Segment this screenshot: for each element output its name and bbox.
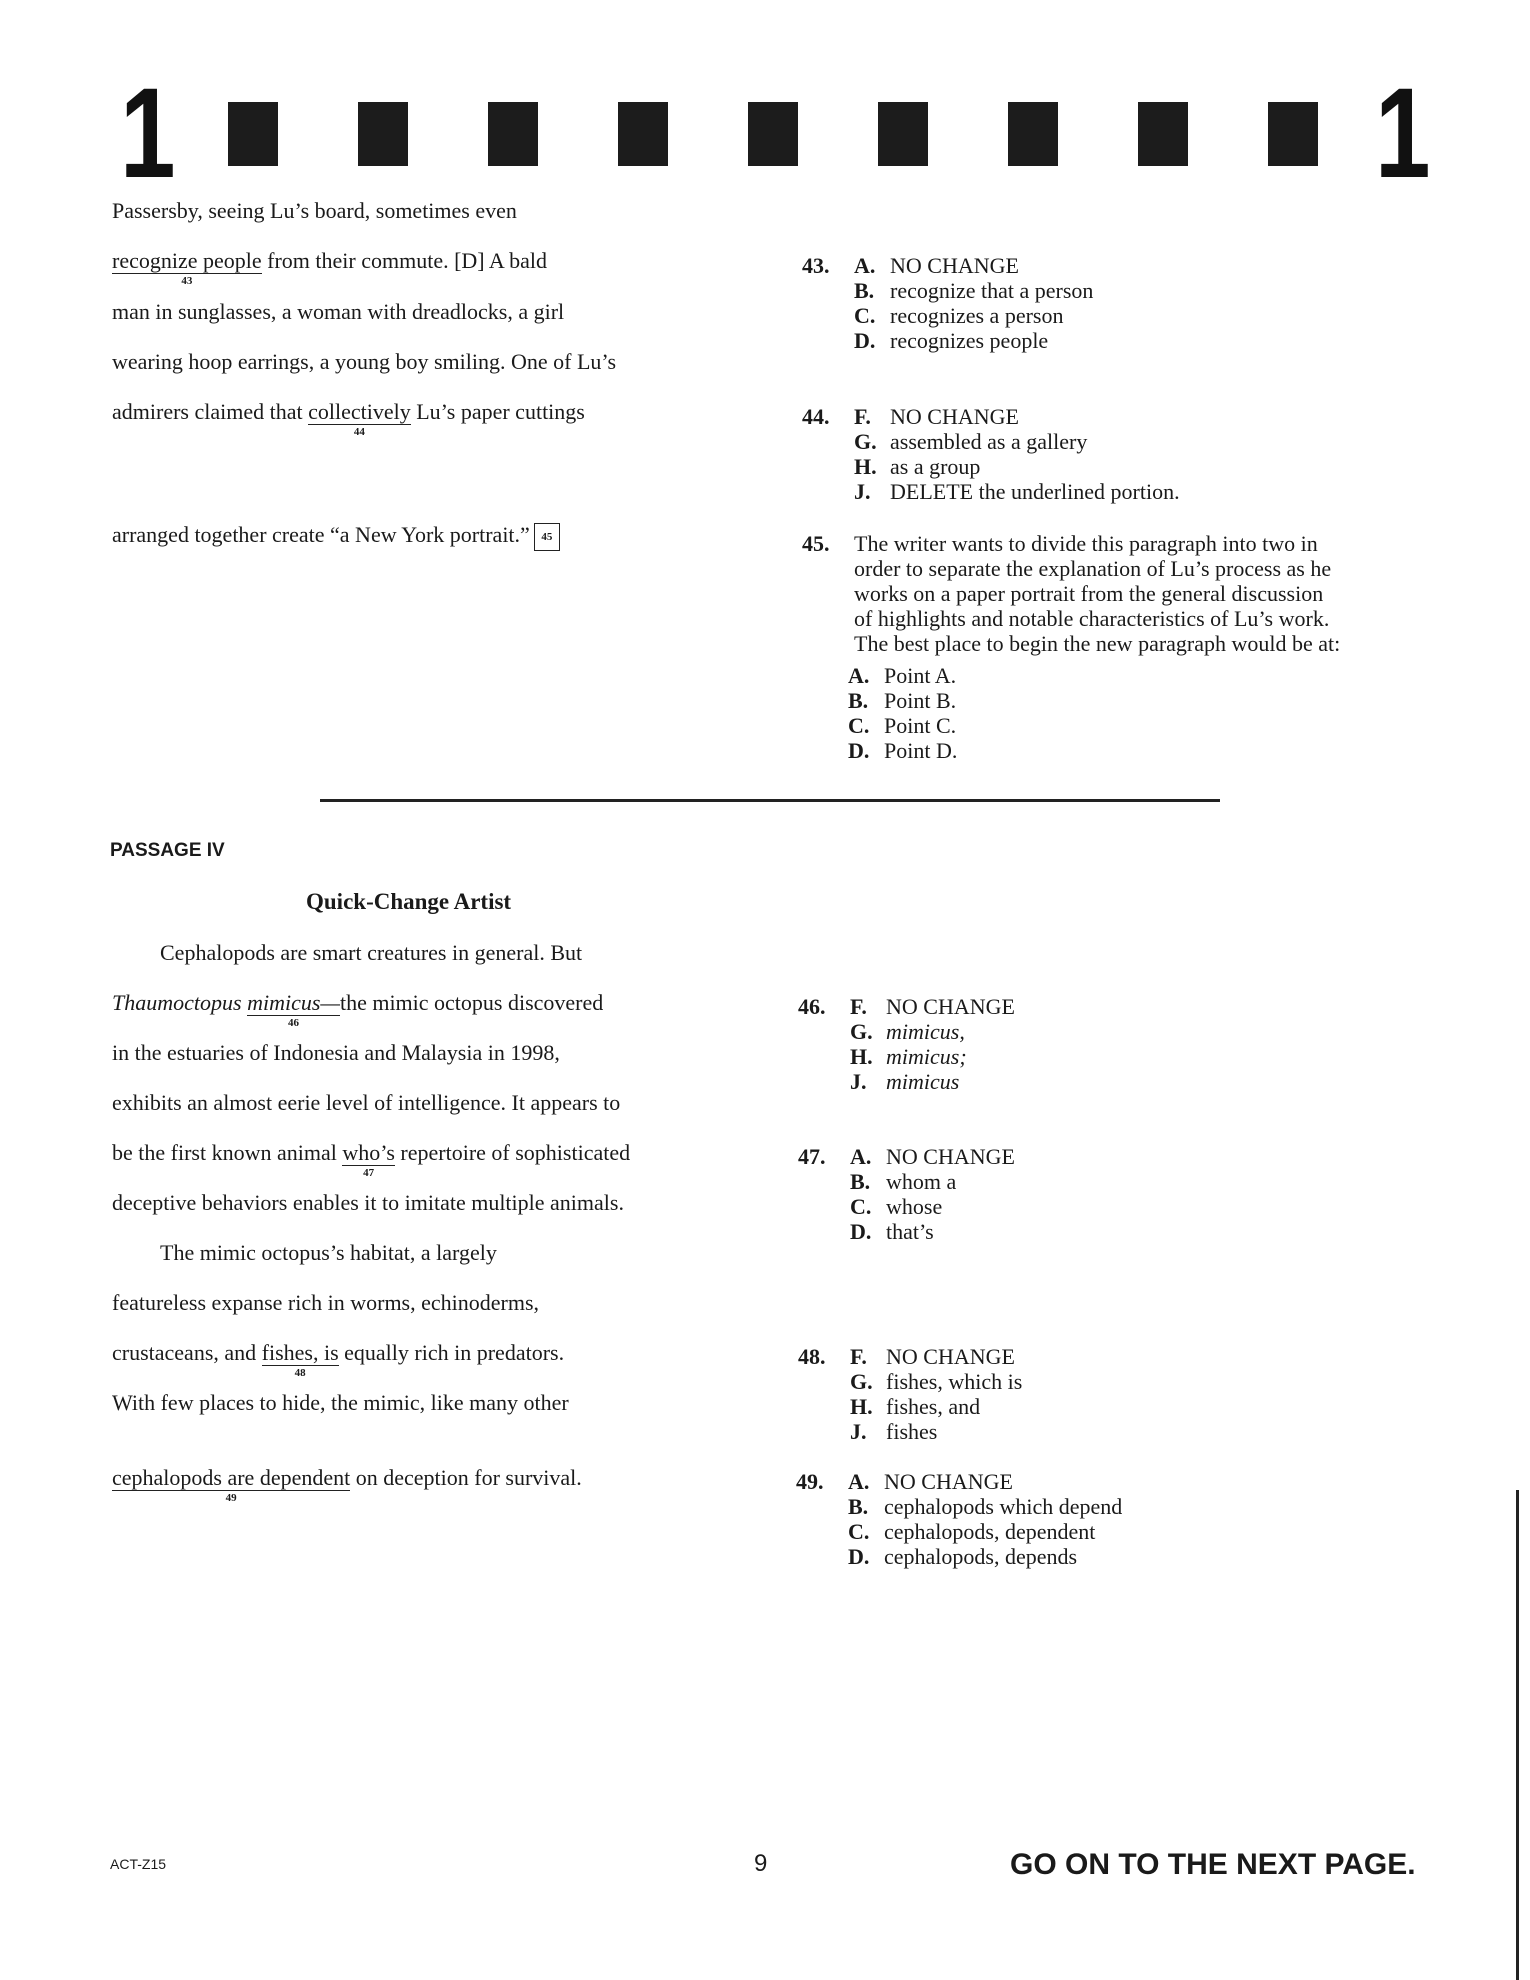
answer-option[interactable]: H. mimicus; bbox=[850, 1044, 967, 1069]
underlined-portion-43[interactable]: recognize people 43 bbox=[112, 248, 262, 287]
question-marker-48: 48 bbox=[294, 1367, 306, 1379]
passage-line: The mimic octopus’s habitat, a largely bbox=[160, 1240, 497, 1265]
answer-option[interactable]: J. mimicus bbox=[850, 1069, 960, 1094]
question-45 bbox=[802, 531, 1462, 771]
answer-option[interactable]: A. NO CHANGE bbox=[850, 1144, 1015, 1169]
answer-option[interactable]: J. fishes bbox=[850, 1419, 938, 1444]
question-number: 46. bbox=[798, 994, 826, 1019]
test-code: ACT-Z15 bbox=[110, 1856, 167, 1872]
question-stem: The writer wants to divide this paragraph into two in order to separate the explanation of Lu’s process as he works on a paper portrait from the general discussion of highlights and notable characteristics of Lu’s work. The best place to begin the new paragraph would be at: bbox=[854, 531, 1341, 656]
passage-line: exhibits an almost eerie level of intelligence. It appears to bbox=[112, 1090, 621, 1115]
answer-option[interactable]: B. whom a bbox=[850, 1169, 957, 1194]
passage-line: Passersby, seeing Lu’s board, sometimes even bbox=[112, 198, 517, 223]
passage-line: wearing hoop earrings, a young boy smiling. One of Lu’s bbox=[112, 349, 617, 374]
section-number-right: 1 bbox=[1375, 62, 1428, 205]
scan-edge-line bbox=[1516, 1490, 1519, 1980]
question-marker-43: 43 bbox=[181, 275, 193, 287]
passage-line: admirers claimed that collectively 44 Lu’s paper cuttings bbox=[112, 399, 585, 438]
answer-option[interactable]: F. NO CHANGE bbox=[850, 1344, 1015, 1369]
question-number: 48. bbox=[798, 1344, 826, 1369]
answer-option[interactable]: H. fishes, and bbox=[850, 1394, 981, 1419]
section-square bbox=[1138, 102, 1188, 166]
passage-line: man in sunglasses, a woman with dreadlocks, a girl bbox=[112, 299, 565, 324]
underlined-portion-49[interactable]: cephalopods are dependent 49 bbox=[112, 1465, 351, 1504]
question-number: 49. bbox=[796, 1469, 824, 1494]
question-48 bbox=[798, 1344, 1438, 1444]
question-number: 45. bbox=[802, 531, 830, 556]
section-square bbox=[618, 102, 668, 166]
question-marker-47: 47 bbox=[363, 1167, 375, 1179]
answer-option[interactable]: D. recognizes people bbox=[854, 328, 1049, 353]
answer-option[interactable]: C. whose bbox=[850, 1194, 943, 1219]
question-number: 43. bbox=[802, 253, 830, 278]
question-43 bbox=[802, 253, 1442, 353]
answer-option[interactable]: G. fishes, which is bbox=[850, 1369, 1023, 1394]
section-divider bbox=[320, 799, 1220, 802]
question-marker-46: 46 bbox=[288, 1017, 299, 1029]
answer-option[interactable]: A. Point A. bbox=[848, 663, 957, 688]
answer-option[interactable]: D. that’s bbox=[850, 1219, 934, 1244]
answer-option[interactable]: A. NO CHANGE bbox=[848, 1469, 1013, 1494]
passage-line: cephalopods are dependent 49 on deception for survival. bbox=[112, 1465, 582, 1504]
answer-option[interactable]: B. recognize that a person bbox=[854, 278, 1094, 303]
question-box-45: 45 bbox=[534, 523, 560, 551]
passage-line: recognize people 43 from their commute. [D] A bald bbox=[112, 248, 547, 287]
answer-option[interactable]: J. DELETE the underlined portion. bbox=[854, 479, 1180, 504]
question-marker-44: 44 bbox=[353, 426, 365, 438]
passage-line: in the estuaries of Indonesia and Malaysia in 1998, bbox=[112, 1040, 560, 1065]
passage-title: Quick-Change Artist bbox=[306, 889, 512, 914]
answer-option[interactable]: D. cephalopods, depends bbox=[848, 1544, 1078, 1569]
answer-option[interactable]: B. Point B. bbox=[848, 688, 957, 713]
answer-option[interactable]: D. Point D. bbox=[848, 738, 958, 763]
passage-line: deceptive behaviors enables it to imitate multiple animals. bbox=[112, 1190, 624, 1215]
section-square bbox=[748, 102, 798, 166]
passage-line: With few places to hide, the mimic, like many other bbox=[112, 1390, 569, 1415]
next-page-notice: GO ON TO THE NEXT PAGE. bbox=[1010, 1848, 1416, 1881]
answer-option[interactable]: C. recognizes a person bbox=[854, 303, 1064, 328]
question-49 bbox=[796, 1469, 1456, 1569]
question-44 bbox=[802, 404, 1442, 504]
underlined-portion-44[interactable]: collectively 44 bbox=[308, 399, 411, 438]
answer-option[interactable]: G. assembled as a gallery bbox=[854, 429, 1088, 454]
question-47 bbox=[798, 1144, 1438, 1244]
section-number-left: 1 bbox=[120, 62, 173, 205]
question-marker-49: 49 bbox=[225, 1492, 237, 1504]
section-square bbox=[1268, 102, 1318, 166]
passage-line: crustaceans, and fishes, is 48 equally rich in predators. bbox=[112, 1340, 565, 1379]
underlined-portion-46[interactable]: mimicus— 46 bbox=[247, 990, 340, 1029]
passage-line: Thaumoctopus mimicus— 46 the mimic octopus discovered bbox=[112, 990, 604, 1029]
passage-line: arranged together create “a New York portrait.” 45 bbox=[112, 522, 560, 551]
page-number: 9 bbox=[754, 1850, 768, 1877]
answer-option[interactable]: C. Point C. bbox=[848, 713, 957, 738]
answer-option[interactable]: B. cephalopods which depend bbox=[848, 1494, 1123, 1519]
question-number: 44. bbox=[802, 404, 830, 429]
section-square bbox=[358, 102, 408, 166]
underlined-portion-48[interactable]: fishes, is 48 bbox=[261, 1340, 339, 1379]
answer-option[interactable]: H. as a group bbox=[854, 454, 981, 479]
answer-option[interactable]: C. cephalopods, dependent bbox=[848, 1519, 1096, 1544]
passage-line: Cephalopods are smart creatures in general. But bbox=[160, 940, 583, 965]
question-number: 47. bbox=[798, 1144, 826, 1169]
section-square bbox=[228, 102, 278, 166]
passage-label: PASSAGE IV bbox=[110, 840, 225, 861]
answer-option[interactable]: G. mimicus, bbox=[850, 1019, 965, 1044]
section-square bbox=[488, 102, 538, 166]
answer-options bbox=[842, 663, 1142, 763]
answer-option[interactable]: A. NO CHANGE bbox=[854, 253, 1019, 278]
passage-line: featureless expanse rich in worms, echinoderms, bbox=[112, 1290, 540, 1315]
passage-line: be the first known animal who’s 47 repertoire of sophisticated bbox=[112, 1140, 631, 1179]
question-46 bbox=[798, 994, 1438, 1094]
section-square bbox=[878, 102, 928, 166]
answer-option[interactable]: F. NO CHANGE bbox=[850, 994, 1015, 1019]
section-square bbox=[1008, 102, 1058, 166]
underlined-portion-47[interactable]: who’s 47 bbox=[342, 1140, 395, 1179]
answer-option[interactable]: F. NO CHANGE bbox=[854, 404, 1019, 429]
